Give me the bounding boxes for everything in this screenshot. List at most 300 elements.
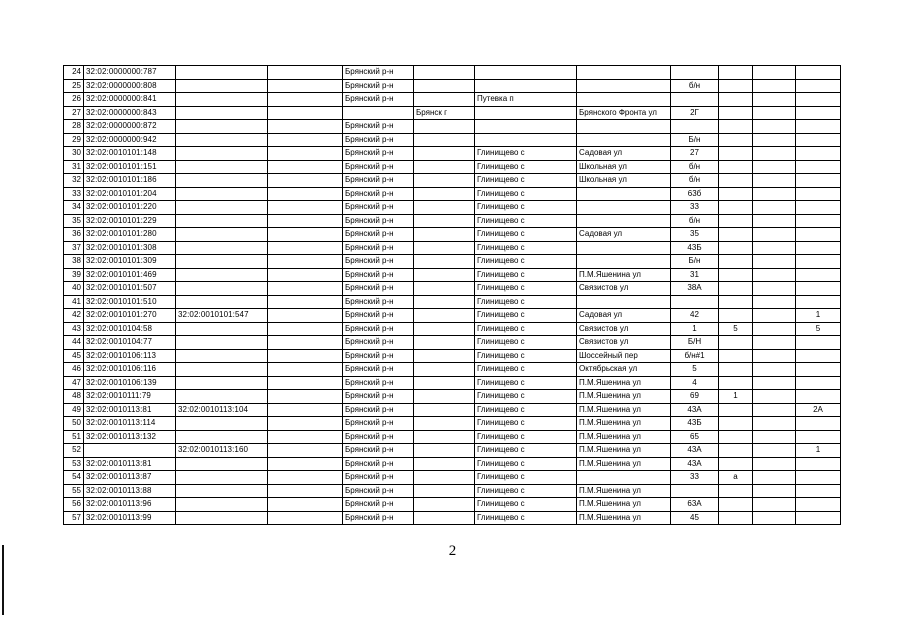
row-number-cell: 26: [64, 93, 84, 107]
extra-cell: [753, 187, 796, 201]
table-row: [64, 363, 841, 377]
settlement-cell: Глинищево с: [475, 322, 577, 336]
row-number-cell: 51: [64, 430, 84, 444]
building-cell: [719, 430, 753, 444]
empty-cell: [268, 147, 343, 161]
table-row: [64, 498, 841, 512]
house-number-cell: 43А: [671, 444, 719, 458]
table-row: [64, 174, 841, 188]
apartment-cell: [796, 471, 841, 485]
settlement-cell: Глинищево с: [475, 228, 577, 242]
linked-cadastral-number-cell: 32:02:0010113:104: [176, 403, 268, 417]
city-cell: [414, 79, 475, 93]
house-number-cell: [671, 93, 719, 107]
apartment-cell: [796, 201, 841, 215]
apartment-cell: [796, 174, 841, 188]
empty-cell: [268, 79, 343, 93]
cadastral-number-cell: 32:02:0010101:270: [84, 309, 176, 323]
extra-cell: [753, 498, 796, 512]
street-cell: Связистов ул: [577, 282, 671, 296]
empty-cell: [268, 444, 343, 458]
house-number-cell: 63А: [671, 498, 719, 512]
house-number-cell: 43Б: [671, 241, 719, 255]
table-row: [64, 93, 841, 107]
street-cell: Садовая ул: [577, 147, 671, 161]
street-cell: [577, 295, 671, 309]
city-cell: [414, 120, 475, 134]
house-number-cell: 33: [671, 201, 719, 215]
street-cell: [577, 79, 671, 93]
city-cell: [414, 390, 475, 404]
page-number: 2: [448, 543, 457, 559]
apartment-cell: [796, 295, 841, 309]
city-cell: [414, 66, 475, 80]
house-number-cell: Б/Н: [671, 336, 719, 350]
table-row: [64, 147, 841, 161]
city-cell: [414, 228, 475, 242]
house-number-cell: Б/н: [671, 133, 719, 147]
apartment-cell: [796, 255, 841, 269]
extra-cell: [753, 79, 796, 93]
building-cell: [719, 336, 753, 350]
district-cell: Брянский р-н: [343, 430, 414, 444]
district-cell: Брянский р-н: [343, 498, 414, 512]
building-cell: [719, 79, 753, 93]
cadastral-number-cell: 32:02:0010101:280: [84, 228, 176, 242]
row-number-cell: 56: [64, 498, 84, 512]
linked-cadastral-number-cell: [176, 120, 268, 134]
cadastral-number-cell: 32:02:0000000:872: [84, 120, 176, 134]
cadastral-number-cell: 32:02:0010101:510: [84, 295, 176, 309]
building-cell: [719, 228, 753, 242]
apartment-cell: 1: [796, 444, 841, 458]
district-cell: Брянский р-н: [343, 241, 414, 255]
apartment-cell: [796, 214, 841, 228]
linked-cadastral-number-cell: [176, 160, 268, 174]
city-cell: [414, 268, 475, 282]
table-row: [64, 376, 841, 390]
district-cell: Брянский р-н: [343, 390, 414, 404]
cadastral-number-cell: 32:02:0000000:843: [84, 106, 176, 120]
row-number-cell: 36: [64, 228, 84, 242]
city-cell: [414, 255, 475, 269]
cadastral-number-cell: 32:02:0010101:507: [84, 282, 176, 296]
settlement-cell: Глинищево с: [475, 430, 577, 444]
street-cell: [577, 187, 671, 201]
street-cell: Связистов ул: [577, 322, 671, 336]
cadastral-number-cell: 32:02:0010104:77: [84, 336, 176, 350]
extra-cell: [753, 160, 796, 174]
extra-cell: [753, 390, 796, 404]
extra-cell: [753, 255, 796, 269]
table-row: [64, 349, 841, 363]
linked-cadastral-number-cell: [176, 295, 268, 309]
street-cell: П.М.Яшенина ул: [577, 417, 671, 431]
house-number-cell: б/н: [671, 174, 719, 188]
empty-cell: [268, 390, 343, 404]
city-cell: [414, 201, 475, 215]
linked-cadastral-number-cell: [176, 79, 268, 93]
apartment-cell: [796, 268, 841, 282]
row-number-cell: 42: [64, 309, 84, 323]
city-cell: [414, 363, 475, 377]
extra-cell: [753, 511, 796, 525]
district-cell: Брянский р-н: [343, 66, 414, 80]
row-number-cell: 52: [64, 444, 84, 458]
empty-cell: [268, 309, 343, 323]
apartment-cell: [796, 93, 841, 107]
building-cell: [719, 457, 753, 471]
settlement-cell: Глинищево с: [475, 241, 577, 255]
street-cell: [577, 201, 671, 215]
city-cell: [414, 336, 475, 350]
building-cell: [719, 214, 753, 228]
settlement-cell: Глинищево с: [475, 255, 577, 269]
house-number-cell: 65: [671, 430, 719, 444]
row-number-cell: 31: [64, 160, 84, 174]
apartment-cell: [796, 120, 841, 134]
apartment-cell: [796, 187, 841, 201]
extra-cell: [753, 336, 796, 350]
district-cell: Брянский р-н: [343, 93, 414, 107]
row-number-cell: 49: [64, 403, 84, 417]
apartment-cell: [796, 376, 841, 390]
cadastral-table: [63, 65, 841, 525]
street-cell: Шоссейный пер: [577, 349, 671, 363]
table-row: [64, 390, 841, 404]
cadastral-number-cell: 32:02:0010113:81: [84, 457, 176, 471]
apartment-cell: [796, 390, 841, 404]
empty-cell: [268, 120, 343, 134]
street-cell: Школьная ул: [577, 160, 671, 174]
cadastral-number-cell: 32:02:0010106:139: [84, 376, 176, 390]
row-number-cell: 37: [64, 241, 84, 255]
empty-cell: [268, 417, 343, 431]
table-row: [64, 430, 841, 444]
linked-cadastral-number-cell: [176, 106, 268, 120]
city-cell: [414, 349, 475, 363]
extra-cell: [753, 444, 796, 458]
settlement-cell: Глинищево с: [475, 457, 577, 471]
house-number-cell: 31: [671, 268, 719, 282]
cadastral-number-cell: 32:02:0010104:58: [84, 322, 176, 336]
table-row: [64, 133, 841, 147]
city-cell: [414, 160, 475, 174]
street-cell: П.М.Яшенина ул: [577, 268, 671, 282]
city-cell: [414, 444, 475, 458]
city-cell: [414, 309, 475, 323]
linked-cadastral-number-cell: [176, 133, 268, 147]
district-cell: Брянский р-н: [343, 147, 414, 161]
building-cell: [719, 106, 753, 120]
district-cell: Брянский р-н: [343, 403, 414, 417]
settlement-cell: Глинищево с: [475, 336, 577, 350]
apartment-cell: [796, 430, 841, 444]
street-cell: [577, 66, 671, 80]
district-cell: Брянский р-н: [343, 309, 414, 323]
building-cell: [719, 147, 753, 161]
apartment-cell: [796, 241, 841, 255]
linked-cadastral-number-cell: [176, 390, 268, 404]
empty-cell: [268, 133, 343, 147]
building-cell: [719, 417, 753, 431]
apartment-cell: [796, 363, 841, 377]
street-cell: Связистов ул: [577, 336, 671, 350]
house-number-cell: 63б: [671, 187, 719, 201]
city-cell: [414, 282, 475, 296]
empty-cell: [268, 228, 343, 242]
district-cell: Брянский р-н: [343, 363, 414, 377]
cadastral-number-cell: 32:02:0010113:99: [84, 511, 176, 525]
street-cell: П.М.Яшенина ул: [577, 376, 671, 390]
district-cell: Брянский р-н: [343, 214, 414, 228]
street-cell: Школьная ул: [577, 174, 671, 188]
settlement-cell: Глинищево с: [475, 160, 577, 174]
extra-cell: [753, 174, 796, 188]
row-number-cell: 33: [64, 187, 84, 201]
linked-cadastral-number-cell: [176, 66, 268, 80]
street-cell: П.М.Яшенина ул: [577, 498, 671, 512]
district-cell: Брянский р-н: [343, 120, 414, 134]
district-cell: Брянский р-н: [343, 201, 414, 215]
district-cell: Брянский р-н: [343, 349, 414, 363]
city-cell: [414, 133, 475, 147]
row-number-cell: 29: [64, 133, 84, 147]
apartment-cell: [796, 133, 841, 147]
building-cell: [719, 241, 753, 255]
settlement-cell: Глинищево с: [475, 268, 577, 282]
building-cell: 5: [719, 322, 753, 336]
building-cell: [719, 120, 753, 134]
street-cell: П.М.Яшенина ул: [577, 444, 671, 458]
extra-cell: [753, 147, 796, 161]
settlement-cell: Путевка п: [475, 93, 577, 107]
cadastral-number-cell: 32:02:0010101:204: [84, 187, 176, 201]
district-cell: Брянский р-н: [343, 79, 414, 93]
table-row: [64, 79, 841, 93]
linked-cadastral-number-cell: [176, 417, 268, 431]
building-cell: [719, 444, 753, 458]
row-number-cell: 45: [64, 349, 84, 363]
district-cell: Брянский р-н: [343, 417, 414, 431]
empty-cell: [268, 106, 343, 120]
street-cell: Брянского Фронта ул: [577, 106, 671, 120]
linked-cadastral-number-cell: [176, 93, 268, 107]
district-cell: Брянский р-н: [343, 174, 414, 188]
apartment-cell: [796, 457, 841, 471]
apartment-cell: [796, 147, 841, 161]
street-cell: [577, 93, 671, 107]
building-cell: [719, 133, 753, 147]
building-cell: [719, 363, 753, 377]
row-number-cell: 55: [64, 484, 84, 498]
row-number-cell: 46: [64, 363, 84, 377]
cadastral-number-cell: 32:02:0000000:942: [84, 133, 176, 147]
apartment-cell: [796, 336, 841, 350]
settlement-cell: Глинищево с: [475, 444, 577, 458]
row-number-cell: 25: [64, 79, 84, 93]
cadastral-number-cell: 32:02:0010113:87: [84, 471, 176, 485]
linked-cadastral-number-cell: [176, 174, 268, 188]
cadastral-number-cell: 32:02:0010113:88: [84, 484, 176, 498]
street-cell: [577, 255, 671, 269]
city-cell: [414, 484, 475, 498]
district-cell: Брянский р-н: [343, 282, 414, 296]
district-cell: Брянский р-н: [343, 471, 414, 485]
city-cell: [414, 403, 475, 417]
empty-cell: [268, 241, 343, 255]
table-body: [64, 66, 841, 525]
street-cell: П.М.Яшенина ул: [577, 390, 671, 404]
street-cell: П.М.Яшенина ул: [577, 430, 671, 444]
house-number-cell: [671, 66, 719, 80]
building-cell: [719, 282, 753, 296]
building-cell: [719, 174, 753, 188]
settlement-cell: [475, 120, 577, 134]
street-cell: [577, 241, 671, 255]
cadastral-number-cell: 32:02:0010113:81: [84, 403, 176, 417]
row-number-cell: 24: [64, 66, 84, 80]
settlement-cell: Глинищево с: [475, 309, 577, 323]
building-cell: [719, 403, 753, 417]
linked-cadastral-number-cell: [176, 336, 268, 350]
apartment-cell: [796, 282, 841, 296]
cadastral-number-cell: 32:02:0010106:116: [84, 363, 176, 377]
building-cell: [719, 376, 753, 390]
linked-cadastral-number-cell: [176, 471, 268, 485]
cadastral-number-cell: 32:02:0000000:841: [84, 93, 176, 107]
street-cell: П.М.Яшенина ул: [577, 457, 671, 471]
house-number-cell: 35: [671, 228, 719, 242]
extra-cell: [753, 403, 796, 417]
extra-cell: [753, 457, 796, 471]
cadastral-number-cell: 32:02:0010101:469: [84, 268, 176, 282]
empty-cell: [268, 376, 343, 390]
building-cell: [719, 295, 753, 309]
cadastral-number-cell: 32:02:0010113:96: [84, 498, 176, 512]
building-cell: а: [719, 471, 753, 485]
extra-cell: [753, 322, 796, 336]
district-cell: Брянский р-н: [343, 376, 414, 390]
house-number-cell: 42: [671, 309, 719, 323]
linked-cadastral-number-cell: 32:02:0010101:547: [176, 309, 268, 323]
extra-cell: [753, 349, 796, 363]
city-cell: [414, 174, 475, 188]
building-cell: 1: [719, 390, 753, 404]
apartment-cell: [796, 66, 841, 80]
table-row: [64, 160, 841, 174]
house-number-cell: 27: [671, 147, 719, 161]
extra-cell: [753, 93, 796, 107]
table-row: [64, 201, 841, 215]
row-number-cell: 53: [64, 457, 84, 471]
apartment-cell: 1: [796, 309, 841, 323]
empty-cell: [268, 403, 343, 417]
cadastral-number-cell: 32:02:0000000:808: [84, 79, 176, 93]
building-cell: [719, 511, 753, 525]
city-cell: [414, 471, 475, 485]
apartment-cell: [796, 349, 841, 363]
table-row: [64, 511, 841, 525]
table-row: [64, 457, 841, 471]
linked-cadastral-number-cell: [176, 349, 268, 363]
extra-cell: [753, 417, 796, 431]
settlement-cell: [475, 133, 577, 147]
table-row: [64, 187, 841, 201]
house-number-cell: б/н: [671, 79, 719, 93]
settlement-cell: Глинищево с: [475, 403, 577, 417]
apartment-cell: [796, 228, 841, 242]
settlement-cell: Глинищево с: [475, 187, 577, 201]
linked-cadastral-number-cell: [176, 363, 268, 377]
row-number-cell: 48: [64, 390, 84, 404]
building-cell: [719, 498, 753, 512]
table-row: [64, 403, 841, 417]
row-number-cell: 30: [64, 147, 84, 161]
row-number-cell: 43: [64, 322, 84, 336]
house-number-cell: 4: [671, 376, 719, 390]
row-number-cell: 27: [64, 106, 84, 120]
empty-cell: [268, 498, 343, 512]
city-cell: [414, 214, 475, 228]
extra-cell: [753, 309, 796, 323]
linked-cadastral-number-cell: [176, 457, 268, 471]
empty-cell: [268, 363, 343, 377]
house-number-cell: 1: [671, 322, 719, 336]
city-cell: [414, 457, 475, 471]
street-cell: [577, 133, 671, 147]
house-number-cell: Б/н: [671, 255, 719, 269]
city-cell: [414, 187, 475, 201]
house-number-cell: б/н: [671, 160, 719, 174]
city-cell: [414, 93, 475, 107]
linked-cadastral-number-cell: [176, 201, 268, 215]
linked-cadastral-number-cell: [176, 268, 268, 282]
house-number-cell: 43А: [671, 457, 719, 471]
row-number-cell: 41: [64, 295, 84, 309]
settlement-cell: Глинищево с: [475, 147, 577, 161]
empty-cell: [268, 484, 343, 498]
city-cell: [414, 430, 475, 444]
district-cell: Брянский р-н: [343, 322, 414, 336]
extra-cell: [753, 430, 796, 444]
cadastral-number-cell: 32:02:0000000:787: [84, 66, 176, 80]
linked-cadastral-number-cell: [176, 498, 268, 512]
settlement-cell: Глинищево с: [475, 484, 577, 498]
linked-cadastral-number-cell: [176, 484, 268, 498]
settlement-cell: Глинищево с: [475, 498, 577, 512]
city-cell: Брянск г: [414, 106, 475, 120]
empty-cell: [268, 93, 343, 107]
empty-cell: [268, 336, 343, 350]
city-cell: [414, 376, 475, 390]
table-row: [64, 322, 841, 336]
district-cell: Брянский р-н: [343, 511, 414, 525]
empty-cell: [268, 187, 343, 201]
linked-cadastral-number-cell: [176, 147, 268, 161]
linked-cadastral-number-cell: [176, 376, 268, 390]
extra-cell: [753, 214, 796, 228]
district-cell: Брянский р-н: [343, 444, 414, 458]
district-cell: Брянский р-н: [343, 255, 414, 269]
linked-cadastral-number-cell: [176, 255, 268, 269]
row-number-cell: 38: [64, 255, 84, 269]
empty-cell: [268, 66, 343, 80]
table-row: [64, 295, 841, 309]
building-cell: [719, 187, 753, 201]
settlement-cell: Глинищево с: [475, 295, 577, 309]
empty-cell: [268, 282, 343, 296]
